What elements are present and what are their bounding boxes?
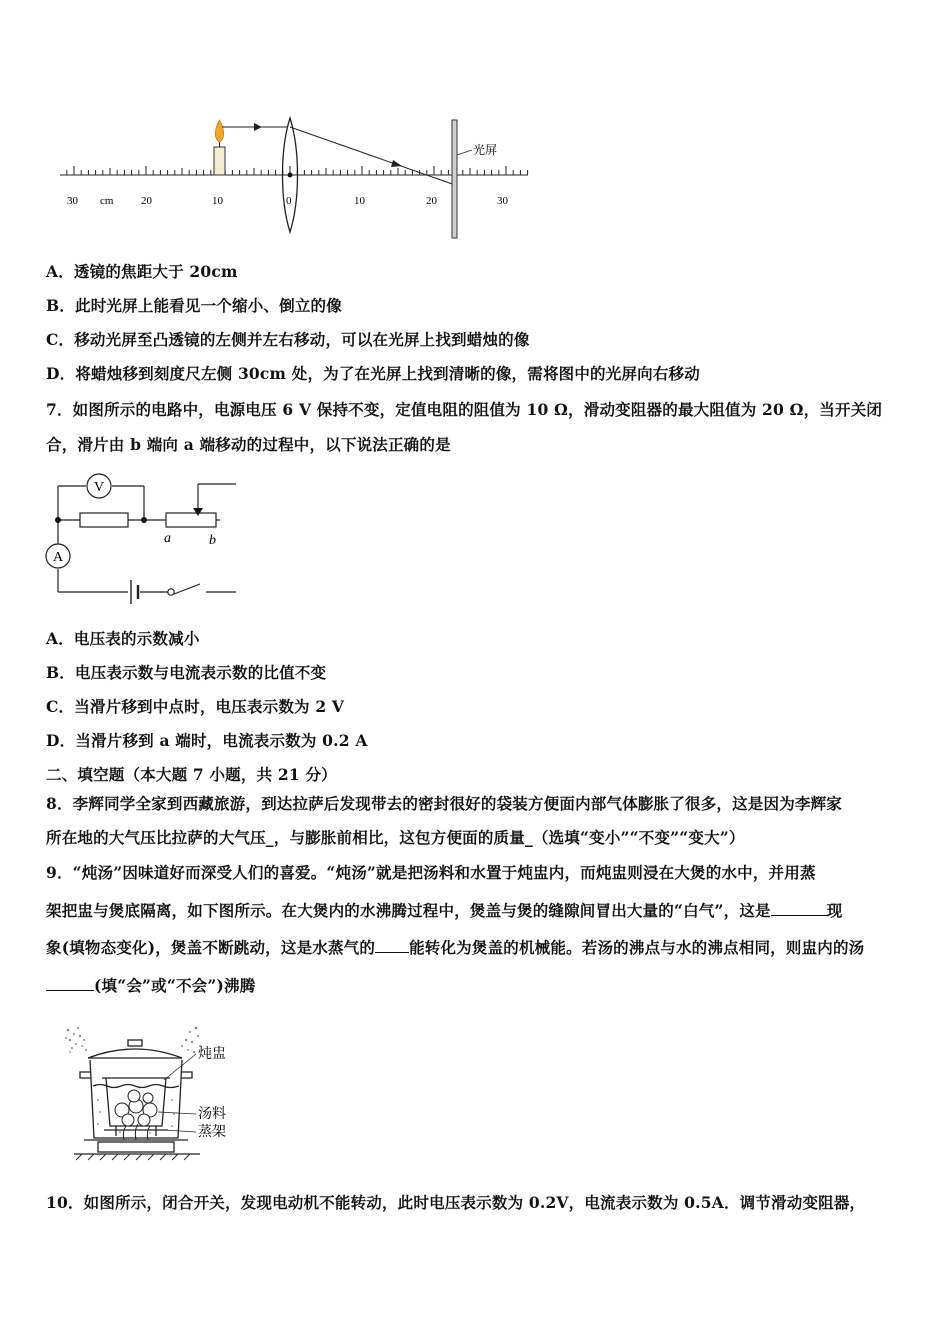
q9-stem-line4 <box>46 974 255 996</box>
lens-center-dot <box>288 173 293 178</box>
q7-option-a: A．电压表的示数减小 <box>46 629 200 648</box>
ruler-label-30-left: 30 <box>67 195 78 207</box>
q9-line2-text: 架把盅与煲底隔离，如下图所示。在大煲内的水沸腾过程中，煲盖与煲的缝隙间冒出大量的“白气”，这是 <box>46 901 771 920</box>
candle <box>214 120 225 175</box>
q9-stem-line2 <box>46 899 842 921</box>
ruler-label-20-left: 20 <box>141 195 152 207</box>
q10-stem-line1: 10．如图所示，闭合开关，发现电动机不能转动，此时电压表示数为 0.2V，电流表示数为 0.5A．调节滑动变阻器， <box>46 1193 866 1212</box>
q9-stem-line3 <box>46 936 864 958</box>
ruler-label-10-right: 10 <box>354 195 365 207</box>
voltmeter-label: V <box>94 480 105 495</box>
q9-line2-end: 现 <box>826 901 843 920</box>
ray-arrow-2 <box>391 160 402 167</box>
ammeter-label: A <box>53 550 64 565</box>
rheostat-end-a: a <box>164 531 171 546</box>
q7-option-c: C．当滑片移到中点时，电压表示数为 2 V <box>46 697 345 716</box>
q7-stem-line2: 合，滑片由 b 端向 a 端移动的过程中，以下说法正确的是 <box>46 435 451 454</box>
q9-blank-1[interactable] <box>771 900 827 917</box>
stew-pot-figure <box>60 1020 260 1170</box>
ruler-label-10-left: 10 <box>212 195 223 207</box>
ruler-label-0: 0 <box>286 195 292 207</box>
label-stew-pot: 炖盅 <box>198 1047 226 1062</box>
ruler-label-30-right: 30 <box>497 195 508 207</box>
ruler-label-cm: cm <box>100 195 114 207</box>
screen-label-pointer <box>457 150 472 155</box>
q9-stem-line1: 9．“炖汤”因味道好而深受人们的喜爱。“炖汤”就是把汤料和水置于炖盅内，而炖盅则浸在大煲的水中，并用蒸 <box>46 863 816 882</box>
q9-line3-text: 象(填物态变化)，煲盖不断跳动，这是水蒸气的 <box>46 938 376 957</box>
q9-blank-2[interactable] <box>375 937 409 954</box>
q9-blank-3[interactable] <box>46 975 94 992</box>
ruler-label-20-right: 20 <box>426 195 437 207</box>
q6-option-d: D．将蜡烛移到刻度尺左侧 30cm 处，为了在光屏上找到清晰的像，需将图中的光屏向右移动 <box>46 364 700 383</box>
ground-hatch <box>76 1154 190 1160</box>
steam-left <box>65 1027 87 1053</box>
ray-arrow-1 <box>254 123 262 131</box>
q7-option-d: D．当滑片移到 a 端时，电流表示数为 0.2 A <box>46 731 368 750</box>
soup-ingredients <box>115 1090 157 1126</box>
q8-stem-line1: 8．李辉同学全家到西藏旅游，到达拉萨后发现带去的密封很好的袋装方便面内部气体膨胀了很多，这是因为李辉家 <box>46 794 842 813</box>
q9-line3-end: 能转化为煲盖的机械能。若汤的沸点与水的沸点相同，则盅内的汤 <box>409 938 865 957</box>
optics-figure <box>0 0 950 260</box>
q7-option-b: B．电压表示数与电流表示数的比值不变 <box>46 663 327 682</box>
rheostat-end-b: b <box>209 533 216 548</box>
slider-arrow <box>193 508 203 516</box>
ray-refracted <box>290 127 455 185</box>
circuit-figure <box>40 472 300 602</box>
q7-stem-line1: 7．如图所示的电路中，电源电压 6 V 保持不变，定值电阻的阻值为 10 Ω，滑动变阻器的最大阻值为 20 Ω，当开关闭 <box>46 400 883 419</box>
screen-label: 光屏 <box>473 143 498 157</box>
q6-option-c: C．移动光屏至凸透镜的左侧并左右移动，可以在光屏上找到蜡烛的像 <box>46 330 530 349</box>
label-rack: 蒸架 <box>198 1125 226 1140</box>
q9-line4-text: (填“会”或“不会”)沸腾 <box>94 976 256 995</box>
section2-title: 二、填空题（本大题 7 小题，共 21 分） <box>46 765 337 784</box>
q8-stem-line2: 所在地的大气压比拉萨的大气压_，与膨胀前相比，这包方便面的质量_（选填“变小”“不变”“变大”） <box>46 828 745 847</box>
light-screen <box>452 120 457 238</box>
q6-option-a: A．透镜的焦距大于 20cm <box>46 262 238 281</box>
switch <box>168 589 174 595</box>
q6-option-b: B．此时光屏上能看见一个缩小、倒立的像 <box>46 296 342 315</box>
label-soup: 汤料 <box>198 1107 226 1122</box>
